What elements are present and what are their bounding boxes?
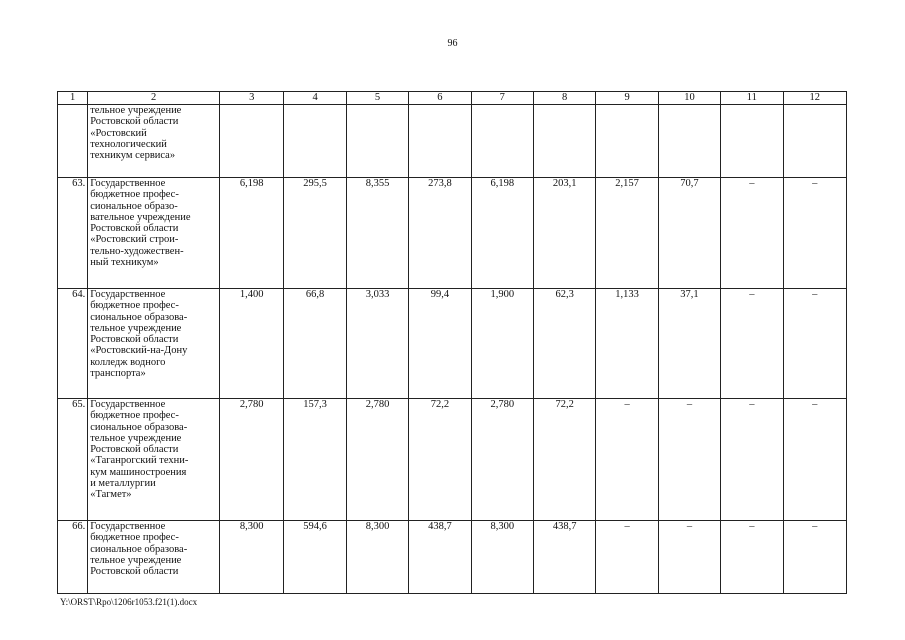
column-header-12: 12	[783, 92, 846, 105]
institution-name-line: транспорта»	[90, 368, 146, 380]
institution-name-line: Государственное	[90, 399, 166, 410]
value-cell-col-4: 295,5	[284, 178, 346, 289]
institution-name-line: ный техникум»	[90, 257, 159, 269]
value-cell-col-3: 1,400	[220, 289, 284, 399]
institution-name-line: сиональное образо-	[90, 200, 178, 212]
column-header-9: 9	[596, 92, 658, 105]
value-cell-col-9: 1,133	[596, 289, 658, 399]
value-cell-col-4	[284, 105, 346, 178]
value-cell-col-11: –	[721, 399, 783, 521]
institution-name-line: Ростовской области	[90, 223, 179, 235]
value-cell-col-5: 8,355	[346, 178, 408, 289]
institution-name	[88, 178, 220, 289]
institution-name-line: «Тагмет»	[90, 489, 132, 501]
value-cell-col-8	[533, 105, 595, 178]
table-row	[58, 178, 847, 289]
value-cell-col-10	[658, 105, 720, 178]
value-cell-col-7: 2,780	[471, 399, 533, 521]
value-cell-col-11	[721, 105, 783, 178]
institution-name-line: кум машиностроения	[90, 466, 187, 478]
value-cell-col-5	[346, 105, 408, 178]
value-cell-col-9: –	[596, 399, 658, 521]
table-body	[58, 92, 847, 594]
institution-name-line: колледж водного	[90, 356, 166, 368]
row-number: 63.	[58, 178, 88, 289]
value-cell-col-12: –	[783, 178, 846, 289]
institution-name	[88, 399, 220, 521]
value-cell-col-6: 72,2	[409, 399, 471, 521]
institution-name	[88, 521, 220, 594]
institution-name-line: и металлургии	[90, 478, 156, 490]
institution-name-line: техникум сервиса»	[90, 150, 176, 162]
budget-table	[57, 91, 847, 594]
value-cell-col-12: –	[783, 521, 846, 594]
column-header-6: 6	[409, 92, 471, 105]
value-cell-col-11: –	[721, 178, 783, 289]
institution-name-line: Государственное	[90, 521, 166, 532]
value-cell-col-8: 62,3	[533, 289, 595, 399]
institution-name-line: вательное учреждение	[90, 211, 191, 223]
institution-name-line: Государственное	[90, 289, 166, 300]
value-cell-col-7: 6,198	[471, 178, 533, 289]
value-cell-col-10: 37,1	[658, 289, 720, 399]
institution-name	[88, 105, 220, 178]
institution-name-line: бюджетное профес-	[90, 189, 179, 201]
value-cell-col-9: –	[596, 521, 658, 594]
column-header-7: 7	[471, 92, 533, 105]
value-cell-col-3	[220, 105, 284, 178]
institution-name-line: технологический	[90, 138, 167, 150]
institution-name-line: сиональное образова-	[90, 311, 188, 323]
column-header-5: 5	[346, 92, 408, 105]
institution-name-line: Ростовской области	[90, 334, 179, 346]
value-cell-col-8: 438,7	[533, 521, 595, 594]
column-header-8: 8	[533, 92, 595, 105]
row-number: 64.	[58, 289, 88, 399]
table-row	[58, 399, 847, 521]
value-cell-col-7: 1,900	[471, 289, 533, 399]
value-cell-col-6: 438,7	[409, 521, 471, 594]
table-row	[58, 289, 847, 399]
file-path-footer: Y:\ORST\Rpo\1206r1053.f21(1).docx	[60, 597, 198, 607]
value-cell-col-3: 6,198	[220, 178, 284, 289]
value-cell-col-5: 8,300	[346, 521, 408, 594]
institution-name-line: тельно-художествен-	[90, 245, 184, 257]
value-cell-col-12	[783, 105, 846, 178]
row-number: 66.	[58, 521, 88, 594]
value-cell-col-8: 203,1	[533, 178, 595, 289]
value-cell-col-6: 99,4	[409, 289, 471, 399]
value-cell-col-10: –	[658, 521, 720, 594]
table-row	[58, 521, 847, 594]
institution-name-line: тельное учреждение	[90, 432, 182, 444]
institution-name-line: тельное учреждение	[90, 554, 182, 566]
institution-name-line: бюджетное профес-	[90, 532, 179, 544]
value-cell-col-3: 8,300	[220, 521, 284, 594]
row-number: 65.	[58, 399, 88, 521]
institution-name-line: «Ростовский-на-Дону	[90, 345, 188, 357]
institution-name-line: Государственное	[90, 178, 166, 189]
institution-name-line: бюджетное профес-	[90, 300, 179, 312]
value-cell-col-5: 3,033	[346, 289, 408, 399]
column-header-3: 3	[220, 92, 284, 105]
column-header-4: 4	[284, 92, 346, 105]
value-cell-col-8: 72,2	[533, 399, 595, 521]
column-header-10: 10	[658, 92, 720, 105]
value-cell-col-12: –	[783, 289, 846, 399]
value-cell-col-11: –	[721, 289, 783, 399]
institution-name-line: «Ростовский	[90, 127, 147, 139]
institution-name	[88, 289, 220, 399]
value-cell-col-10: 70,7	[658, 178, 720, 289]
value-cell-col-4: 157,3	[284, 399, 346, 521]
institution-name-line: Ростовской области	[90, 444, 179, 456]
value-cell-col-7: 8,300	[471, 521, 533, 594]
institution-name-line: Ростовской области	[90, 116, 179, 128]
value-cell-col-9	[596, 105, 658, 178]
institution-name-line: сиональное образова-	[90, 543, 188, 555]
value-cell-col-7	[471, 105, 533, 178]
value-cell-col-6	[409, 105, 471, 178]
column-header-11: 11	[721, 92, 783, 105]
value-cell-col-10: –	[658, 399, 720, 521]
institution-name-line: тельное учреждение	[90, 105, 182, 116]
value-cell-col-3: 2,780	[220, 399, 284, 521]
column-header-1: 1	[58, 92, 88, 105]
value-cell-col-11: –	[721, 521, 783, 594]
table-row	[58, 105, 847, 178]
row-number	[58, 105, 88, 178]
value-cell-col-4: 66,8	[284, 289, 346, 399]
table-header-row	[58, 92, 847, 105]
value-cell-col-6: 273,8	[409, 178, 471, 289]
institution-name-line: бюджетное профес-	[90, 410, 179, 422]
column-header-2: 2	[88, 92, 220, 105]
value-cell-col-4: 594,6	[284, 521, 346, 594]
institution-name-line: «Ростовский строи-	[90, 234, 179, 246]
institution-name-line: «Таганрогский техни-	[90, 455, 189, 467]
value-cell-col-12: –	[783, 399, 846, 521]
institution-name-line: Ростовской области	[90, 566, 179, 578]
value-cell-col-9: 2,157	[596, 178, 658, 289]
page-number: 96	[447, 38, 458, 49]
institution-name-line: сиональное образова-	[90, 421, 188, 433]
institution-name-line: тельное учреждение	[90, 322, 182, 334]
value-cell-col-5: 2,780	[346, 399, 408, 521]
